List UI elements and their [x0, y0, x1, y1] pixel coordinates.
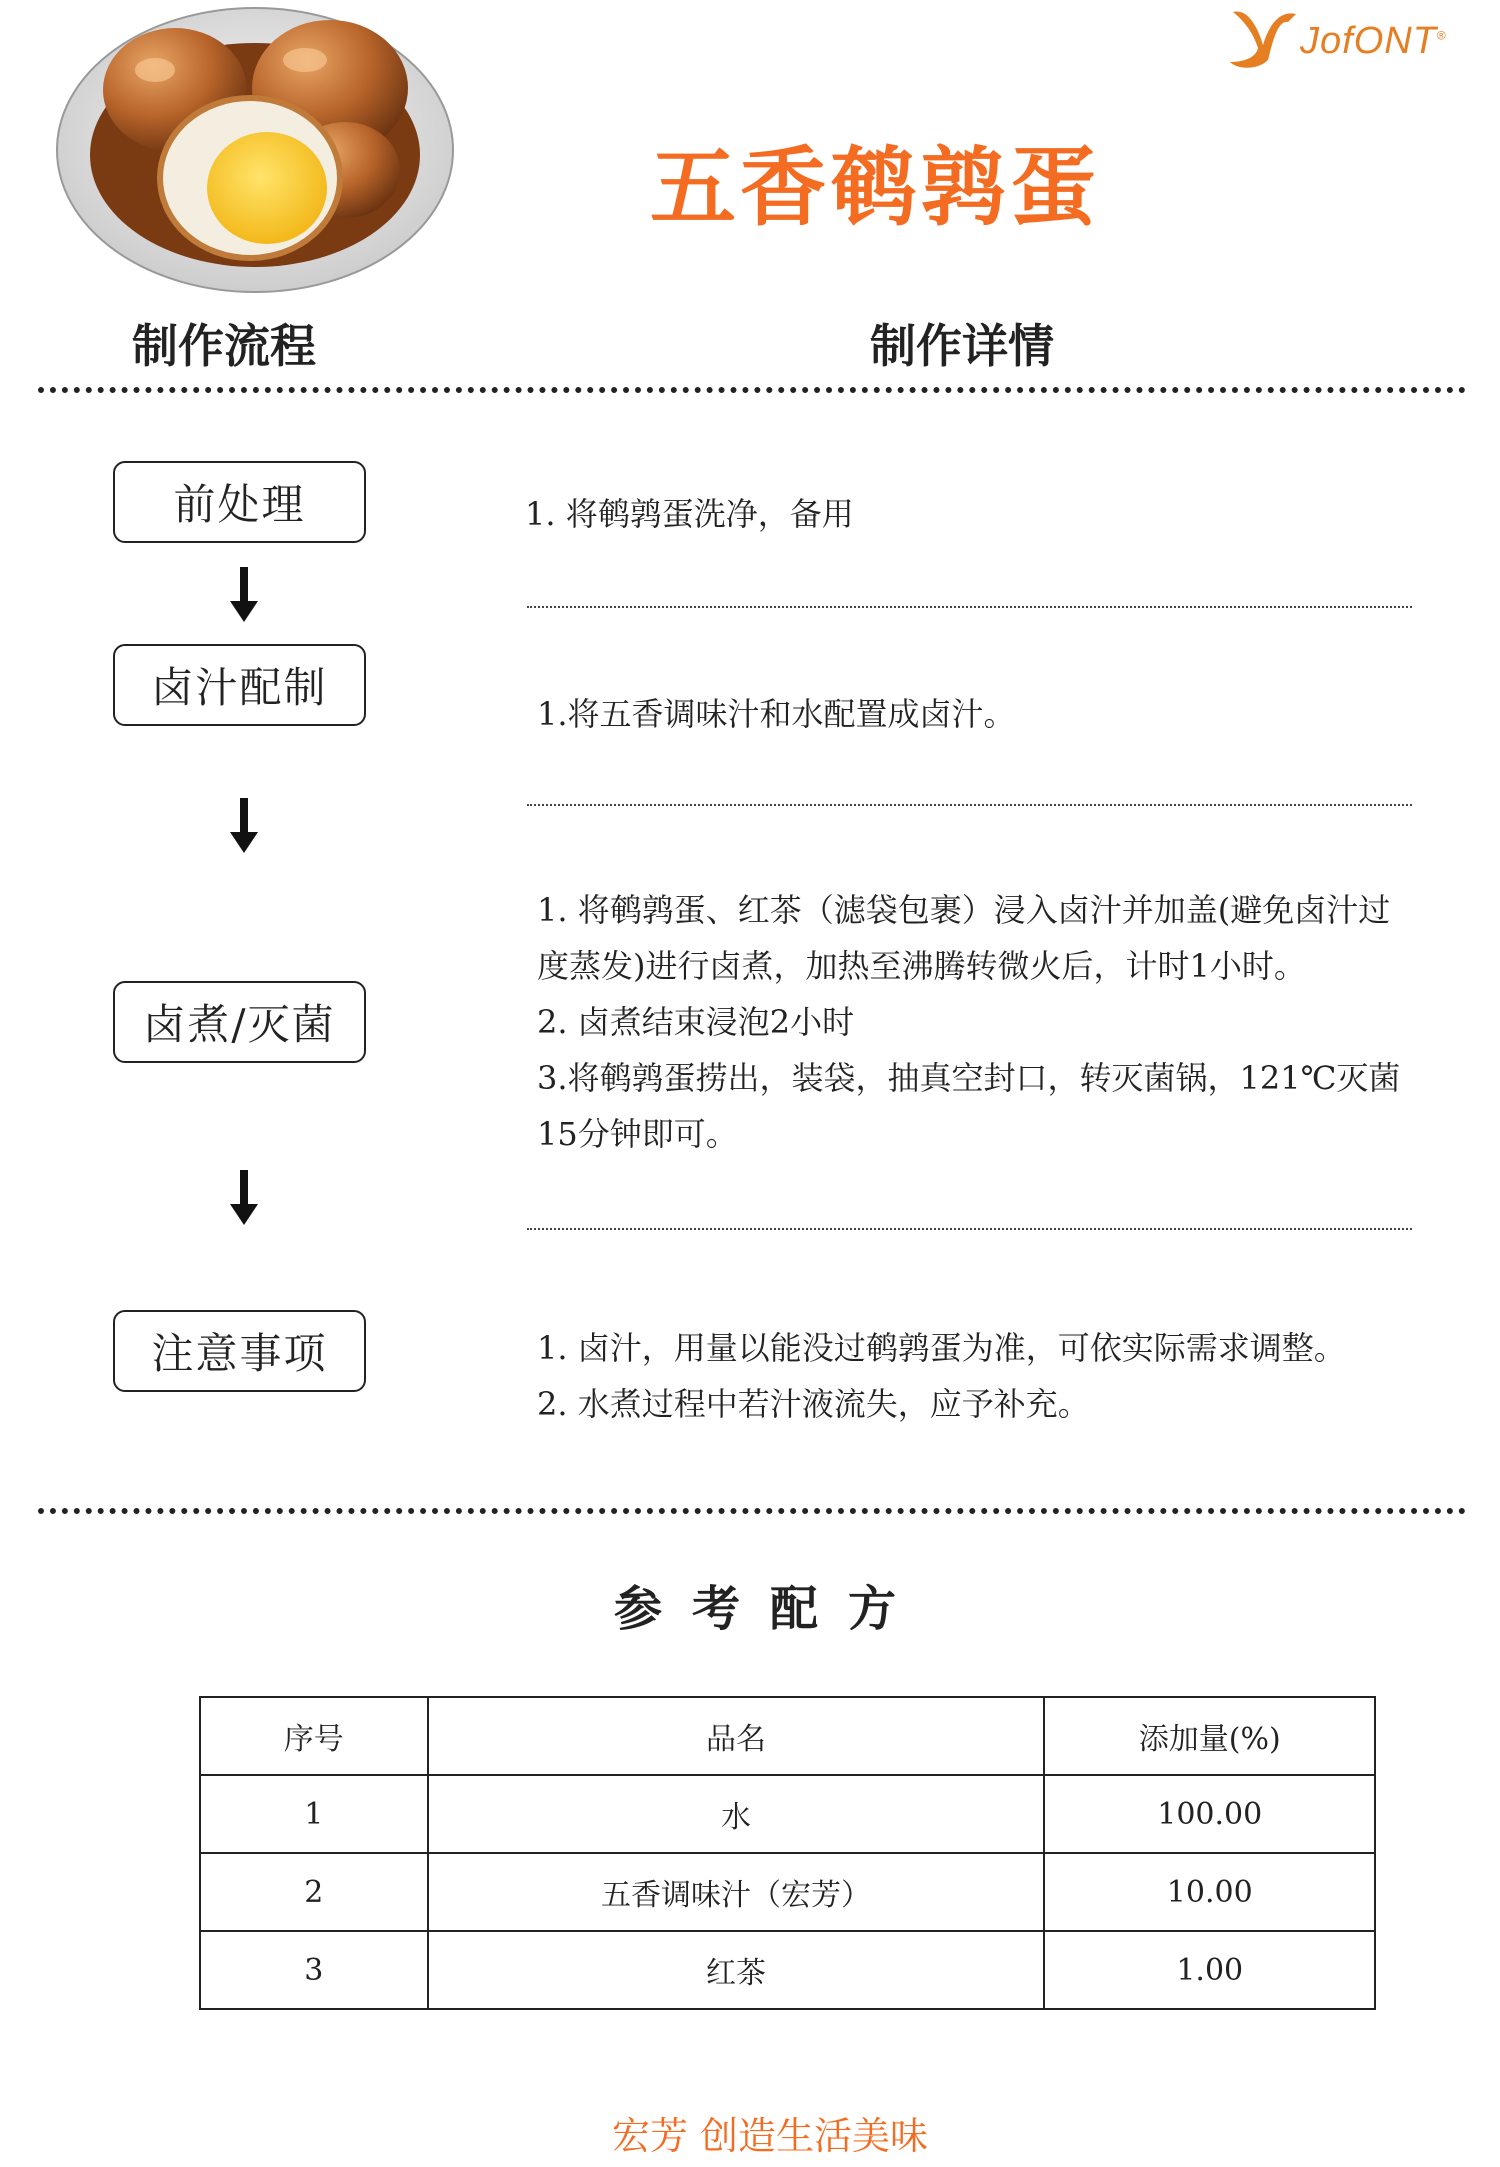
detail-column-heading: 制作详情	[870, 319, 1054, 373]
cell-index: 1	[200, 1775, 428, 1853]
header-amount: 添加量(%)	[1044, 1697, 1375, 1775]
step-box-braise-sterilize: 卤煮/灭菌	[113, 981, 366, 1063]
page-title: 五香鹌鹑蛋	[650, 138, 1100, 238]
table-header-row	[200, 1697, 1375, 1775]
table-row	[200, 1775, 1375, 1853]
brand-name: JofONT®	[1300, 20, 1447, 62]
cell-item-name: 五香调味汁（宏芳）	[428, 1853, 1045, 1931]
step-box-pretreatment: 前处理	[113, 461, 366, 543]
table-row	[200, 1931, 1375, 2009]
arrow-down-icon	[230, 798, 258, 853]
cell-index: 3	[200, 1931, 428, 2009]
detail-line: 1. 将鹌鹑蛋洗净，备用	[525, 495, 854, 533]
detail-separator	[527, 1228, 1412, 1230]
detail-line: 2. 水煮过程中若汁液流失，应予补充。	[537, 1385, 1090, 1423]
detail-braise-sterilize	[537, 882, 1417, 1162]
detail-separator	[527, 606, 1412, 608]
arrow-down-icon	[230, 1170, 258, 1225]
arrow-down-icon	[230, 567, 258, 622]
footer-slogan: 宏芳 创造生活美味	[611, 2114, 929, 2158]
dotted-divider-top	[38, 387, 1466, 393]
cell-item-name: 水	[428, 1775, 1045, 1853]
step-box-notes: 注意事项	[113, 1310, 366, 1392]
formula-heading: 参考配方	[613, 1581, 926, 1637]
recipe-table	[199, 1696, 1376, 2010]
header-item-name: 品名	[428, 1697, 1045, 1775]
header-index: 序号	[200, 1697, 428, 1775]
detail-brine-preparation	[537, 686, 1417, 742]
cell-amount: 100.00	[1044, 1775, 1375, 1853]
detail-separator	[527, 804, 1412, 806]
detail-line: 1. 卤汁，用量以能没过鹌鹑蛋为准，可依实际需求调整。	[537, 1329, 1346, 1367]
detail-line: 2. 卤煮结束浸泡2小时	[537, 1003, 855, 1041]
flow-column-heading: 制作流程	[132, 319, 316, 373]
cell-amount: 1.00	[1044, 1931, 1375, 2009]
cell-index: 2	[200, 1853, 428, 1931]
detail-line: 1. 将鹌鹑蛋、红茶（滤袋包裹）浸入卤汁并加盖(避免卤汁过度蒸发)进行卤煮，加热至沸腾转微火后，计时1小时。	[537, 891, 1391, 985]
dotted-divider-bottom	[38, 1508, 1466, 1514]
cell-item-name: 红茶	[428, 1931, 1045, 2009]
step-box-brine-preparation: 卤汁配制	[113, 644, 366, 726]
detail-notes	[537, 1320, 1417, 1432]
cell-amount: 10.00	[1044, 1853, 1375, 1931]
detail-line: 1.将五香调味汁和水配置成卤汁。	[537, 695, 1016, 733]
table-row	[200, 1853, 1375, 1931]
detail-pretreatment	[525, 486, 1405, 542]
detail-line: 3.将鹌鹑蛋捞出，装袋，抽真空封口，转灭菌锅，121℃灭菌15分钟即可。	[537, 1059, 1401, 1153]
